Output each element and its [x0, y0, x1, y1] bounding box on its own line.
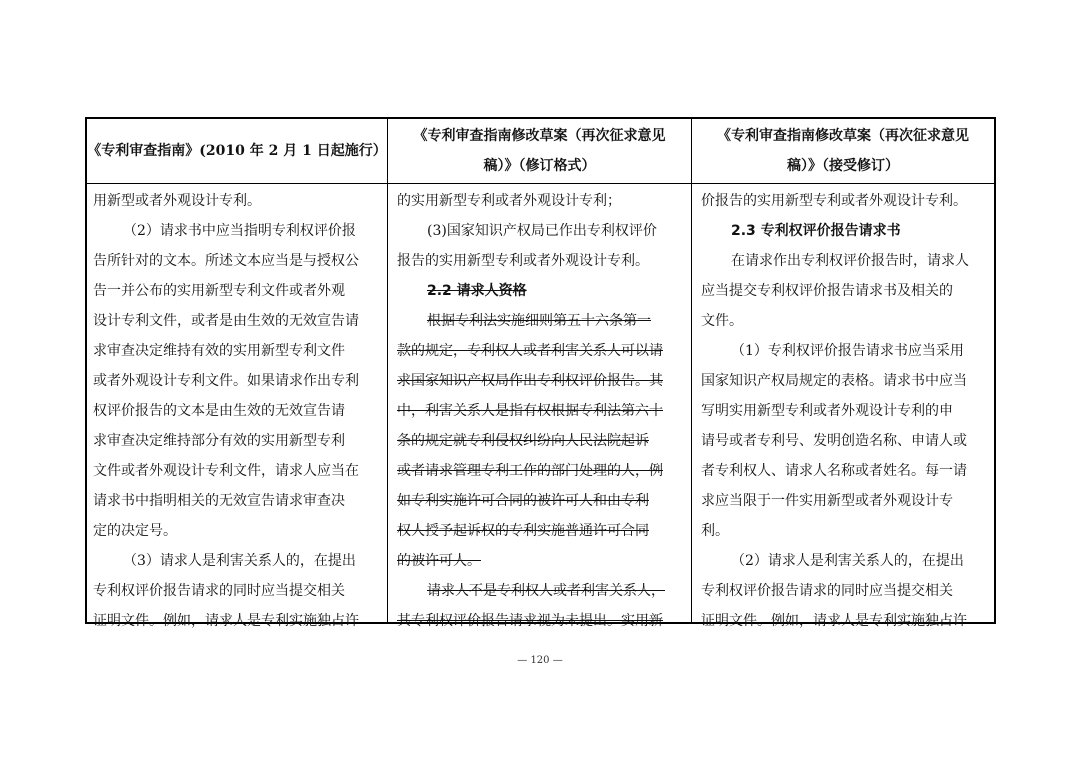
text-line: 权评价报告的文本是由生效的无效宣告请 — [93, 403, 345, 419]
text-line: 求审查决定维持有效的实用新型专利文件 — [93, 343, 345, 359]
text-line: 设计专利文件，或者是由生效的无效宣告请 — [93, 313, 359, 329]
header-col2-line: 《专利审查指南修改草案（再次征求意见 — [413, 128, 666, 144]
text-line: 告所针对的文本。所述文本应当是与授权公 — [93, 253, 359, 269]
text-line: （2）请求书中应当指明专利权评价报 — [123, 223, 356, 239]
header-col2-line: 稿）》（修订格式） — [483, 158, 596, 174]
section-heading: 2.3 专利权评价报告请求书 — [731, 223, 901, 239]
deleted-text-line: 请求人不是专利权人或者利害关系人， — [427, 583, 665, 599]
text-line: 价报告的实用新型专利或者外观设计专利。 — [701, 193, 967, 209]
text-line: 在请求作出专利权评价报告时，请求人 — [731, 253, 969, 269]
text-line: 或者外观设计专利文件。如果请求作出专利 — [93, 373, 359, 389]
col1-body — [93, 183, 383, 629]
text-line: 请求书中指明相关的无效宣告请求审查决 — [93, 493, 345, 509]
text-line: 应当提交专利权评价报告请求书及相关的 — [701, 283, 953, 299]
text-line: 利。 — [701, 523, 729, 539]
text-line: 证明文件。例如，请求人是专利实施独占许 — [93, 613, 359, 629]
deleted-text-line: 求国家知识产权局作出专利权评价报告。其 — [397, 373, 663, 389]
text-line: 请号或者专利号、发明创造名称、申请人或 — [701, 433, 967, 449]
deleted-text-line: 其专利权评价报告请求视为未提出。实用新 — [397, 613, 663, 629]
text-line: 文件或者外观设计专利文件，请求人应当在 — [93, 463, 359, 479]
comparison-table — [85, 117, 996, 629]
deleted-text-line: 根据专利法实施细则第五十六条第一 — [427, 313, 651, 329]
text-line: 报告的实用新型专利或者外观设计专利。 — [397, 253, 649, 269]
text-line: （3）请求人是利害关系人的，在提出 — [123, 553, 356, 569]
deleted-text-line: 或者请求管理专利工作的部门处理的人，例 — [397, 463, 663, 479]
header-col1-line: 《专利审查指南》(2010 年 2 月 1 日起施行） — [87, 143, 387, 159]
column-divider — [691, 119, 692, 622]
deleted-text-line: 权人授予起诉权的专利实施普通许可合同 — [397, 523, 649, 539]
text-line: （2）请求人是利害关系人的，在提出 — [731, 553, 964, 569]
text-line: (3)国家知识产权局已作出专利权评价 — [427, 223, 657, 239]
deleted-text-line: 款的规定，专利权人或者利害关系人可以请 — [397, 343, 663, 359]
text-line: 国家知识产权局规定的表格。请求书中应当 — [701, 373, 967, 389]
text-line: 专利权评价报告请求的同时应当提交相关 — [93, 583, 345, 599]
header-col3 — [692, 119, 994, 183]
text-line: 证明文件。例如，请求人是专利实施独占许 — [701, 613, 967, 629]
text-line: 的实用新型专利或者外观设计专利； — [397, 193, 621, 209]
column-divider — [387, 119, 388, 622]
header-col3-line: 稿）》（接受修订） — [787, 158, 899, 174]
deleted-text-line: 的被许可人。 — [397, 553, 481, 569]
col3-body — [701, 183, 991, 629]
text-line: 告一并公布的实用新型专利文件或者外观 — [93, 283, 345, 299]
page-number: — 120 — — [517, 655, 563, 666]
text-line: 写明实用新型专利或者外观设计专利的申 — [701, 403, 953, 419]
text-line: 用新型或者外观设计专利。 — [93, 193, 261, 209]
text-line: 文件。 — [701, 313, 743, 329]
deleted-text-line: 如专利实施许可合同的被许可人和由专利 — [397, 493, 649, 509]
text-line: 定的决定号。 — [93, 523, 177, 539]
deleted-text-line: 中，利害关系人是指有权根据专利法第六十 — [397, 403, 663, 419]
text-line: 求应当限于一件实用新型或者外观设计专 — [701, 493, 953, 509]
header-col3-line: 《专利审查指南修改草案（再次征求意见 — [717, 128, 969, 144]
header-col2 — [388, 119, 691, 183]
text-line: 专利权评价报告请求的同时应当提交相关 — [701, 583, 953, 599]
deleted-text-line: 条的规定就专利侵权纠纷向人民法院起诉 — [397, 433, 649, 449]
deleted-heading: 2.2 请求人资格 — [427, 283, 527, 299]
header-col1 — [87, 119, 387, 183]
col2-body — [397, 183, 687, 629]
text-line: 者专利权人、请求人名称或者姓名。每一请 — [701, 463, 967, 479]
text-line: 求审查决定维持部分有效的实用新型专利 — [93, 433, 345, 449]
text-line: （1）专利权评价报告请求书应当采用 — [731, 343, 964, 359]
